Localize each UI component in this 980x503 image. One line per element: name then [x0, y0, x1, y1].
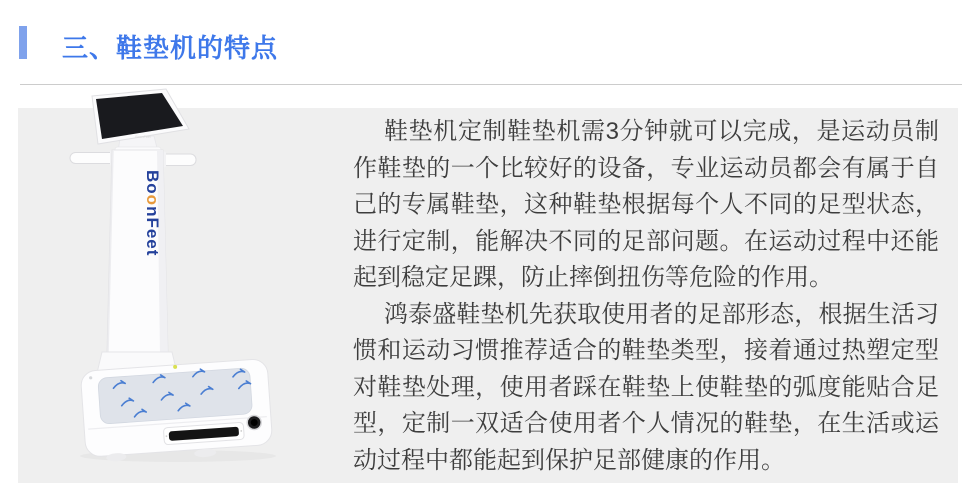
title-accent-bar — [19, 26, 27, 59]
page-title: 三、鞋垫机的特点 — [62, 33, 279, 63]
description-text — [353, 114, 939, 479]
paragraph-1: 鞋垫机定制鞋垫机需3分钟就可以完成，是运动员制作鞋垫的一个比较好的设备，专业运动员都会有属于自己的专属鞋垫，这种鞋垫根据每个人不同的足型状态，进行定制，能解决不同的足部问题。在运动过程中还能起到稳定足踝，防止摔倒扭伤等危险的作用。 — [353, 118, 939, 291]
paragraph-2: 鸿泰盛鞋垫机先获取使用者的足部形态，根据生活习惯和运动习惯推荐适合的鞋垫类型，接着通过热塑定型对鞋垫处理，使用者踩在鞋垫上使鞋垫的弧度能贴合足型，定制一双适合使用者个人情况的鞋垫，在生活或运动过程中都能起到保护足部健康的作用。 — [353, 300, 939, 474]
insole-machine-svg — [50, 88, 280, 468]
screen-brand-label: BoonFeet — [135, 135, 151, 139]
brand-logo: BoonFeet — [143, 170, 162, 257]
header-divider — [20, 84, 962, 85]
base-platform — [80, 358, 273, 465]
insole-machine-image — [50, 88, 280, 468]
